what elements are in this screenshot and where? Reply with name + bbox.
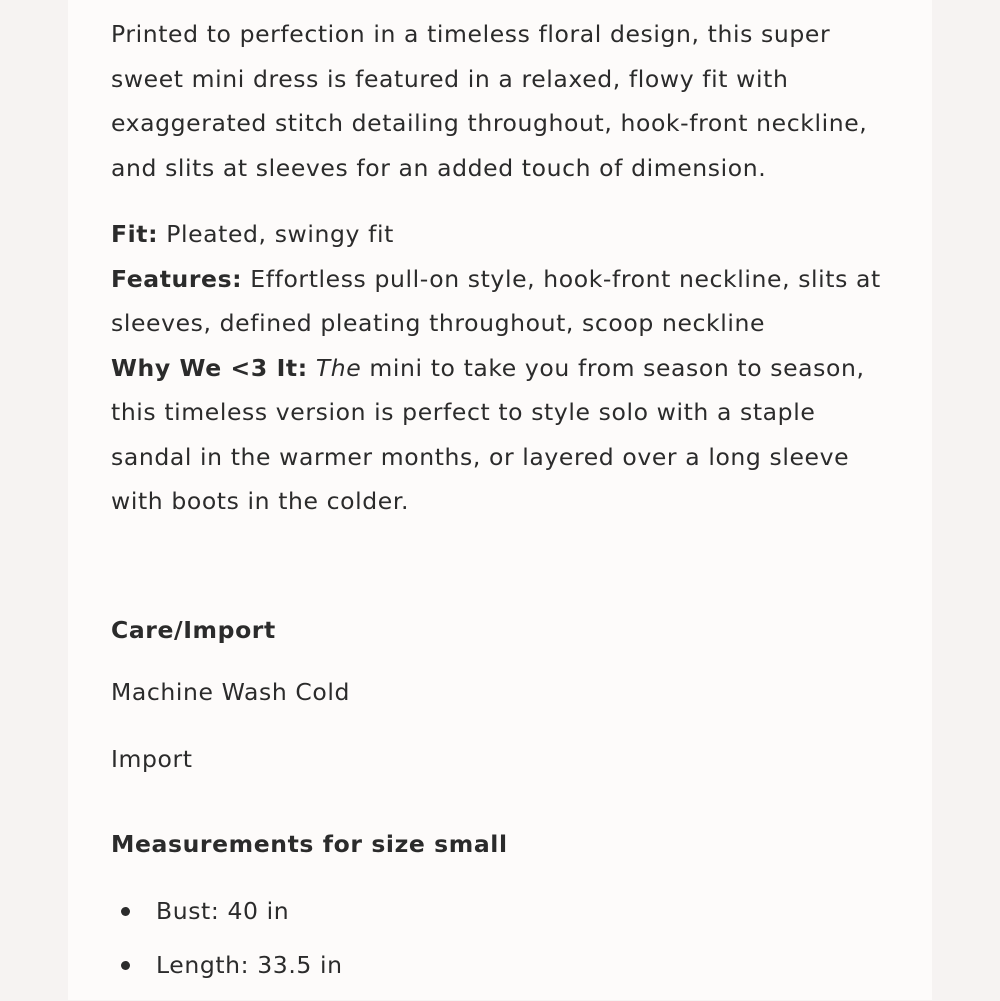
features-line [111, 257, 891, 346]
measurements-list [111, 893, 343, 1001]
care-item: Machine Wash Cold [111, 678, 351, 706]
care-item: Import [111, 745, 193, 773]
bullet-icon [121, 907, 130, 916]
product-details [111, 12, 891, 524]
measurements-heading: Measurements for size small [111, 830, 508, 858]
features-value: Effortless pull-on style, hook-front neckline, slits at sleeves, defined pleating throughout, scoop neckline [111, 264, 881, 337]
product-description: Printed to perfection in a timeless floral design, this super sweet mini dress is featured in a relaxed, flowy fit with exaggerated stitch detailing throughout, hook-front neckline, and slits at sleeves for an added touch of dimension. [111, 20, 868, 182]
bullet-icon [121, 961, 130, 970]
fit-value: Pleated, swingy fit [158, 220, 394, 248]
why-label: Why We <3 It: [111, 353, 308, 382]
fit-label: Fit: [111, 220, 159, 248]
why-we-love-it-line [111, 346, 891, 524]
care-import-heading: Care/Import [111, 616, 276, 644]
why-emphasis: The [315, 353, 362, 382]
measurement-text: Length: 33.5 in [156, 951, 343, 979]
why-value: mini to take you from season to season, this timeless version is perfect to style solo with a staple sandal in the warmer months, or layered over a long sleeve with boots in the colder. [111, 353, 865, 515]
features-label: Features: [111, 264, 243, 293]
measurement-text: Bust: 40 in [156, 897, 290, 925]
measurement-item [111, 893, 343, 947]
fit-line [111, 212, 891, 257]
measurement-item [111, 947, 343, 1001]
